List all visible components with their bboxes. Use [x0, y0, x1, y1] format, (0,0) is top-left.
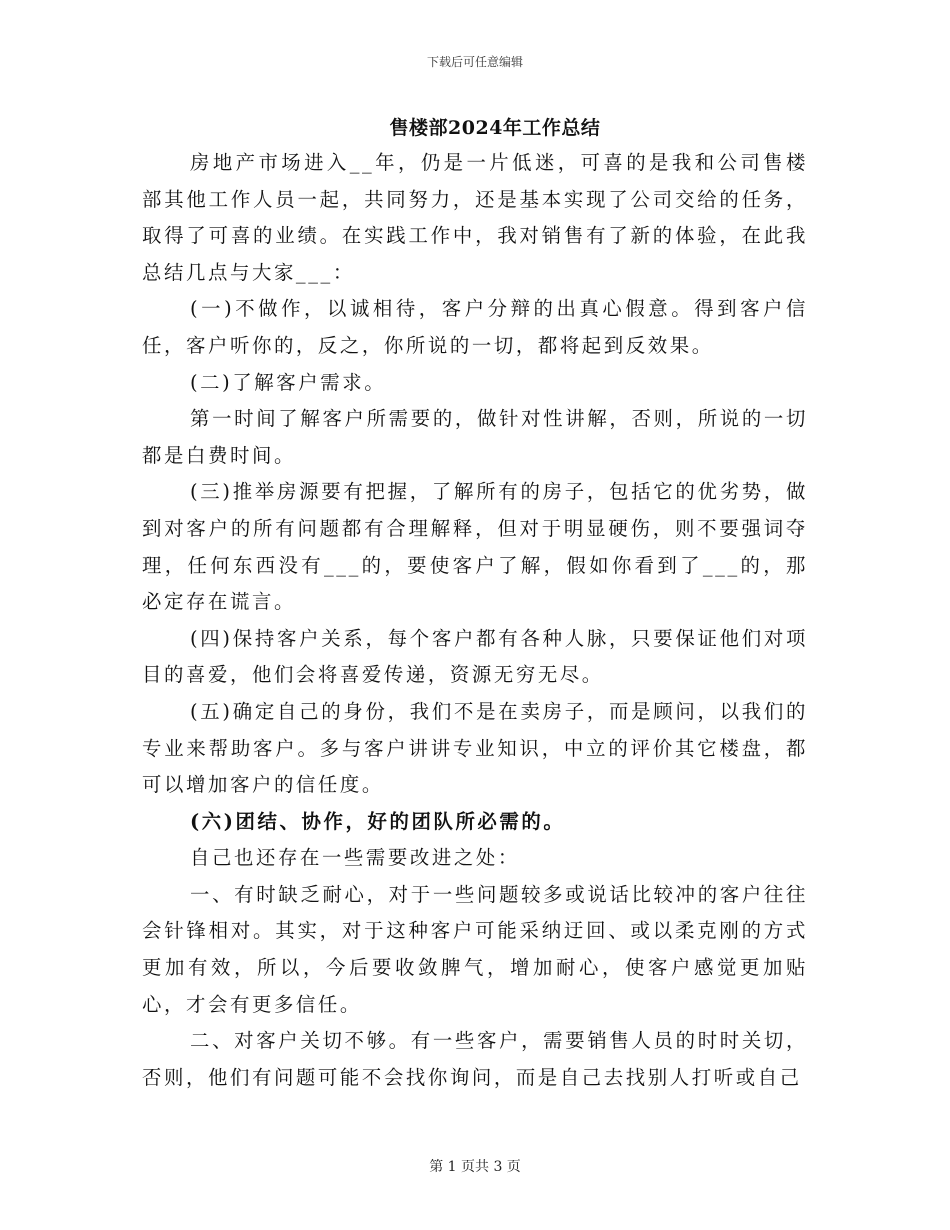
page-number-footer: 第 1 页共 3 页 [429, 1159, 521, 1175]
paragraph-point-4: (四)保持客户关系，每个客户都有各种人脉，只要保证他们对项目的喜爱，他们会将喜爱传递，资源无穷无尽。 [142, 626, 808, 687]
header-note: 下载后可任意编辑 [426, 55, 523, 69]
document-body [142, 145, 808, 1096]
paragraph-improvement-2: 二、对客户关切不够。有一些客户，需要销售人员的时时关切，否则，他们有问题可能不会找你询问，而是自己去找别人打听或自己 [142, 1029, 808, 1089]
paragraph-point-3: (三)推举房源要有把握，了解所有的房子，包括它的优劣势，做到对客户的所有问题都有合理解释，但对于明显硬伤，则不要强词夺理，任何东西没有___的，要使客户了解，假如你看到了___的，那必定存在谎言。 [142, 480, 808, 614]
paragraph-point-2-detail: 第一时间了解客户所需要的，做针对性讲解，否则，所说的一切都是白费时间。 [142, 407, 808, 467]
paragraph-point-5: (五)确定自己的身份，我们不是在卖房子，而是顾问，以我们的专业来帮助客户。多与客户讲讲专业知识，中立的评价其它楼盘，都可以增加客户的信任度。 [142, 699, 808, 797]
paragraph-point-6: (六)团结、协作，好的团队所必需的。 [190, 809, 566, 833]
paragraph-point-2: (二)了解客户需求。 [190, 370, 387, 394]
paragraph-intro: 房地产市场进入__年，仍是一片低迷，可喜的是我和公司售楼部其他工作人员一起，共同努力，还是基本实现了公司交给的任务，取得了可喜的业绩。在实践工作中，我对销售有了新的体验，在此我总结几点与大家___： [142, 151, 808, 284]
paragraph-point-1: (一)不做作，以诚相待，客户分辩的出真心假意。得到客户信任，客户听你的，反之，你所说的一切，都将起到反效果。 [142, 297, 808, 357]
paragraph-improvement-1: 一、有时缺乏耐心，对于一些问题较多或说话比较冲的客户往往会针锋相对。其实，对于这种客户可能采纳迂回、或以柔克刚的方式更加有效，所以，今后要收敛脾气，增加耐心，使客户感觉更加贴心，才会有更多信任。 [142, 882, 808, 1016]
paragraph-improvements-intro: 自己也还存在一些需要改进之处： [190, 846, 520, 870]
document-title: 售楼部2024年工作总结 [389, 117, 601, 139]
